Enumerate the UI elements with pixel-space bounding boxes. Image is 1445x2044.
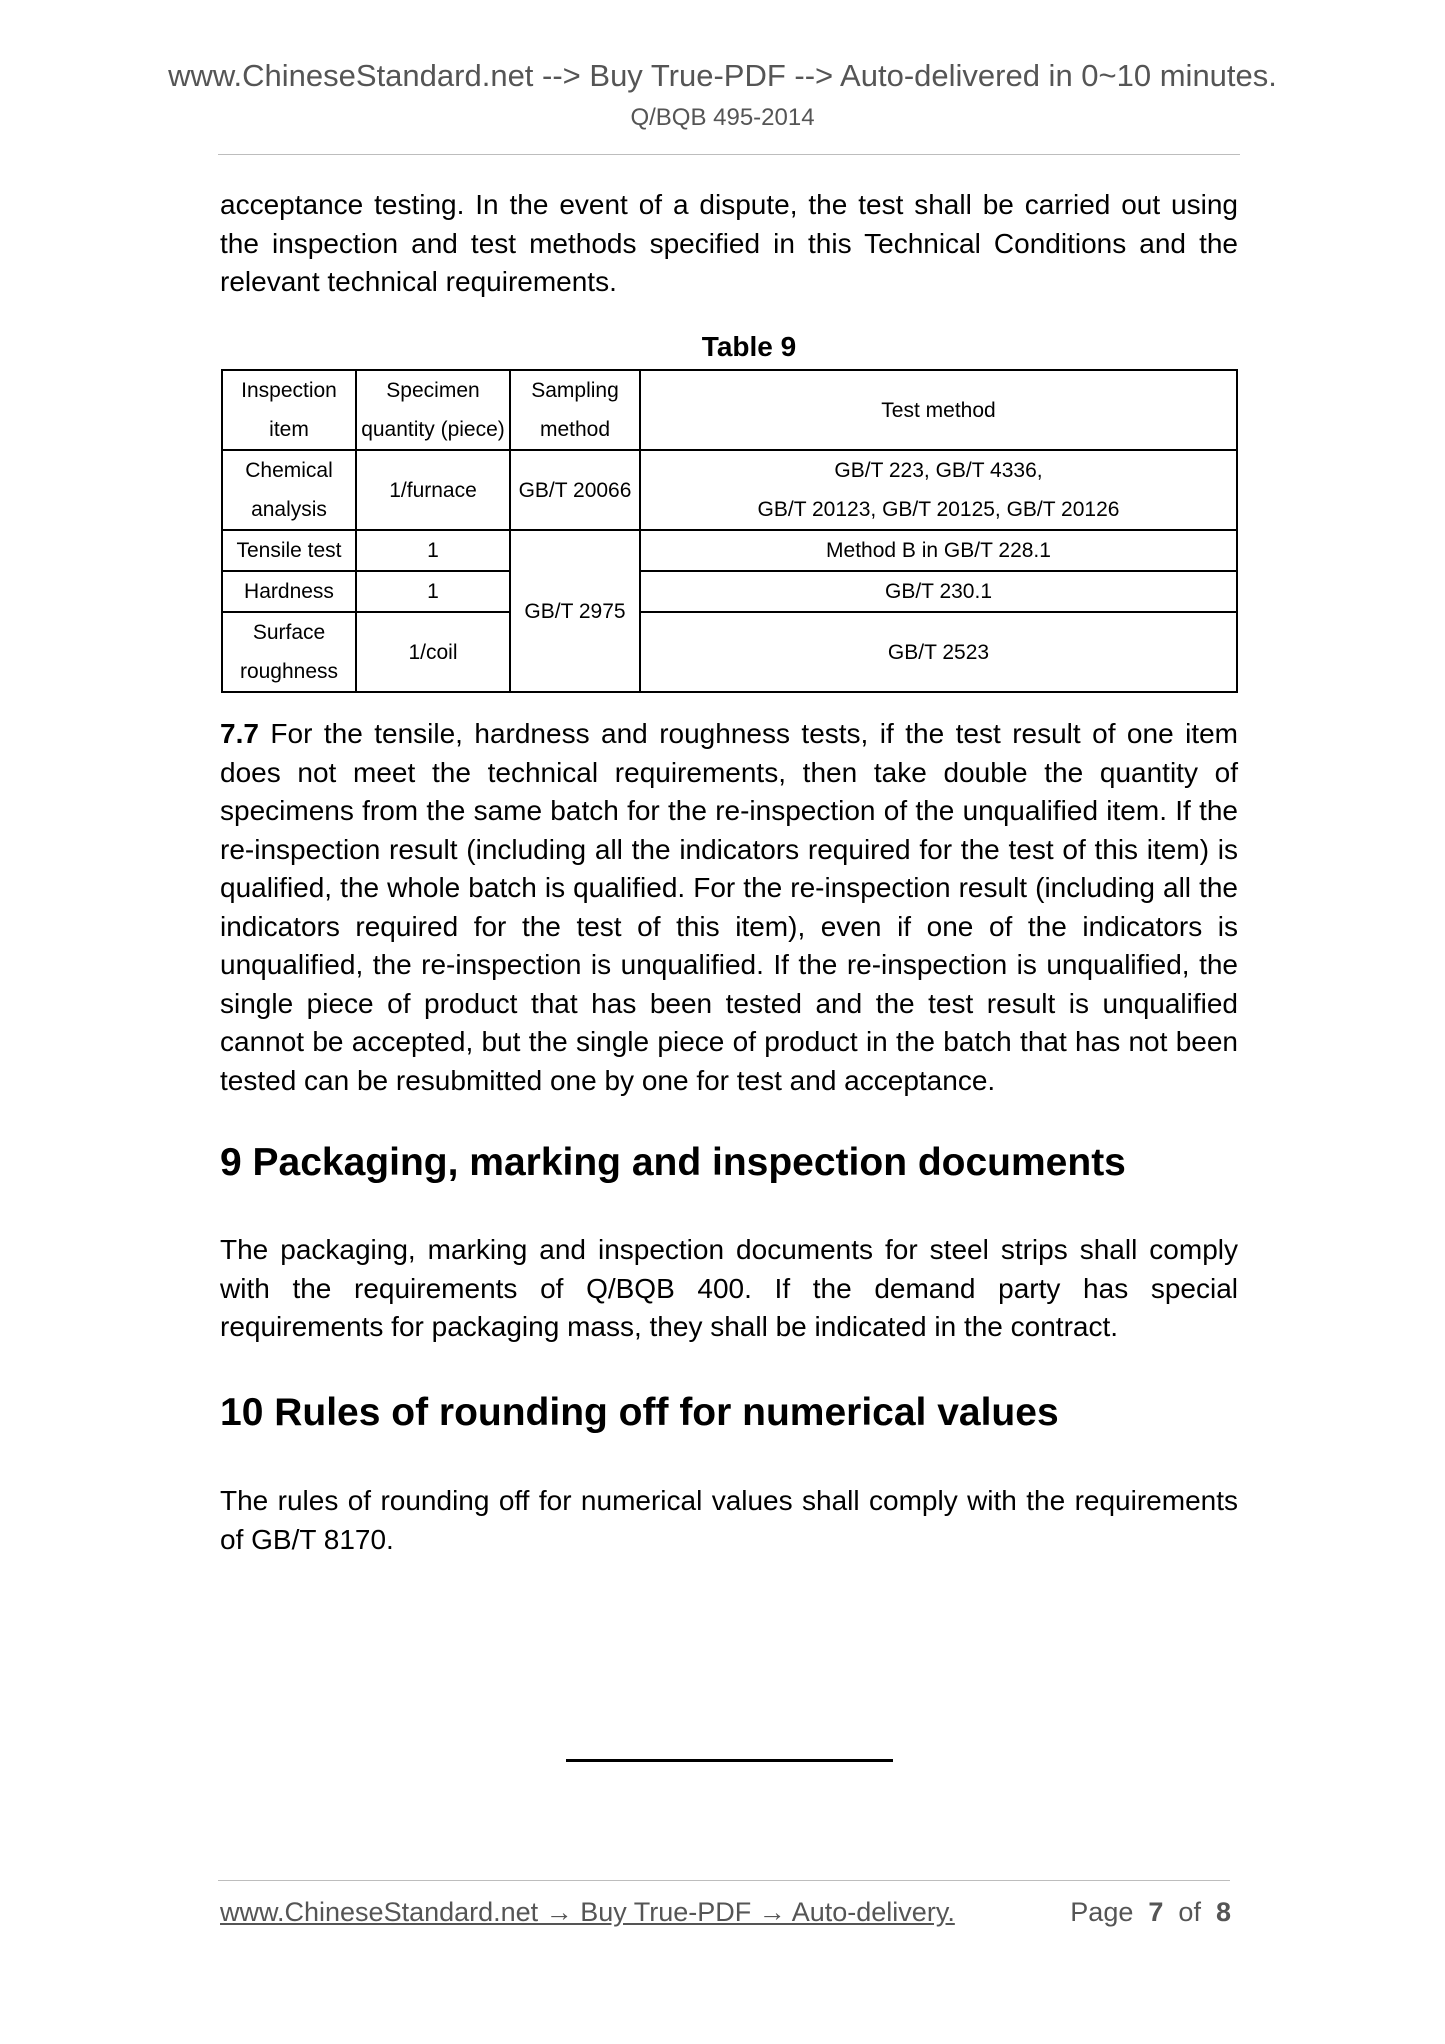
table-caption: Table 9 xyxy=(701,331,797,362)
cell-line: GB/T 223, GB/T 4336, xyxy=(834,459,1043,482)
table-row-hardness xyxy=(222,571,1237,612)
header-banner[interactable]: www.ChineseStandard.net --> Buy True-PDF --> Auto-delivered in 0~10 minutes. xyxy=(168,58,1277,93)
table-cell: Tensile test xyxy=(222,530,356,571)
section-9-heading: 9 Packaging, marking and inspection documents xyxy=(220,1141,1126,1184)
cell-line: GB/T 20123, GB/T 20125, GB/T 20126 xyxy=(757,498,1120,521)
table-cell xyxy=(640,450,1237,530)
table-cell: GB/T 230.1 xyxy=(640,571,1237,612)
table-cell: GB/T 2523 xyxy=(640,612,1237,692)
page-number: 7 xyxy=(1148,1897,1164,1927)
header-divider xyxy=(218,154,1240,155)
header-sampling-method xyxy=(510,370,640,450)
section-9-text: The packaging, marking and inspection documents for steel strips shall comply with the requirements of Q/BQB 400. If the demand party has special requirements for packaging mass, they shall be indicated in the contract. xyxy=(220,1234,1238,1342)
footer-divider xyxy=(218,1880,1230,1881)
table-cell xyxy=(222,612,356,692)
clause-text: For the tensile, hardness and roughness tests, if the test result of one item does not meet the technical requirements, then take double the quantity of specimens from the same batch for the re-inspection of the unqualified item. If the re-inspection result (including all the indicators required for the test of this item) is qualified, the whole batch is qualified. For the re-inspection result (including all the indicators required for the test of this item), even if one of the indicators is unqualified, the re-inspection is unqualified. If the re-inspection is unqualified, the single piece of product that has been tested and the test result is unqualified cannot be accepted, but the single piece of product in the batch that has not been tested can be resubmitted one by one for test and acceptance. xyxy=(220,718,1238,1096)
header-cell-line: quantity (piece) xyxy=(361,418,505,441)
page-label: Page xyxy=(1070,1897,1134,1927)
header-cell-line: Specimen xyxy=(386,379,480,402)
table-cell: Hardness xyxy=(222,571,356,612)
page-indicator xyxy=(1070,1896,1231,1928)
table-9 xyxy=(221,369,1238,693)
table-row-tensile xyxy=(222,530,1237,571)
table-row-chemical xyxy=(222,450,1237,530)
footer-link[interactable]: www.ChineseStandard.net → Buy True-PDF → Auto-delivery. xyxy=(220,1897,955,1927)
table-cell: 1/coil xyxy=(356,612,510,692)
header-cell-line: item xyxy=(269,418,309,441)
clause-7-7 xyxy=(220,715,1238,1100)
cell-line: roughness xyxy=(239,660,339,683)
cell-line: Surface xyxy=(252,621,326,644)
cell-line: analysis xyxy=(251,498,327,521)
table-cell: Method B in GB/T 228.1 xyxy=(640,530,1237,571)
table-cell-sampling-shared: GB/T 2975 xyxy=(510,530,640,692)
table-cell: 1 xyxy=(356,530,510,571)
header-inspection-item xyxy=(222,370,356,450)
table-cell xyxy=(222,450,356,530)
intro-paragraph: acceptance testing. In the event of a dispute, the test shall be carried out using the inspection and test methods specified in this Technical Conditions and the relevant technical requirements. xyxy=(220,189,1238,297)
table-row-roughness xyxy=(222,612,1237,692)
header-cell-line: method xyxy=(539,418,611,441)
table-cell: 1 xyxy=(356,571,510,612)
header-cell-line: Inspection xyxy=(241,379,337,402)
clause-number: 7.7 xyxy=(220,718,259,749)
table-cell: 1/furnace xyxy=(356,450,510,530)
standard-code: Q/BQB 495-2014 xyxy=(630,104,815,131)
page-total: 8 xyxy=(1215,1897,1231,1927)
section-10-heading: 10 Rules of rounding off for numerical values xyxy=(220,1391,1059,1434)
section-10-text: The rules of rounding off for numerical values shall comply with the requirements of GB/T 8170. xyxy=(220,1485,1238,1555)
table-header-row xyxy=(222,370,1237,450)
header-test-method: Test method xyxy=(640,370,1237,450)
header-cell-line: Sampling xyxy=(531,379,619,402)
header-specimen-quantity xyxy=(356,370,510,450)
of-label: of xyxy=(1178,1897,1201,1927)
end-of-text-line xyxy=(566,1759,893,1762)
cell-line: Chemical xyxy=(245,459,333,482)
table-cell: GB/T 20066 xyxy=(510,450,640,530)
